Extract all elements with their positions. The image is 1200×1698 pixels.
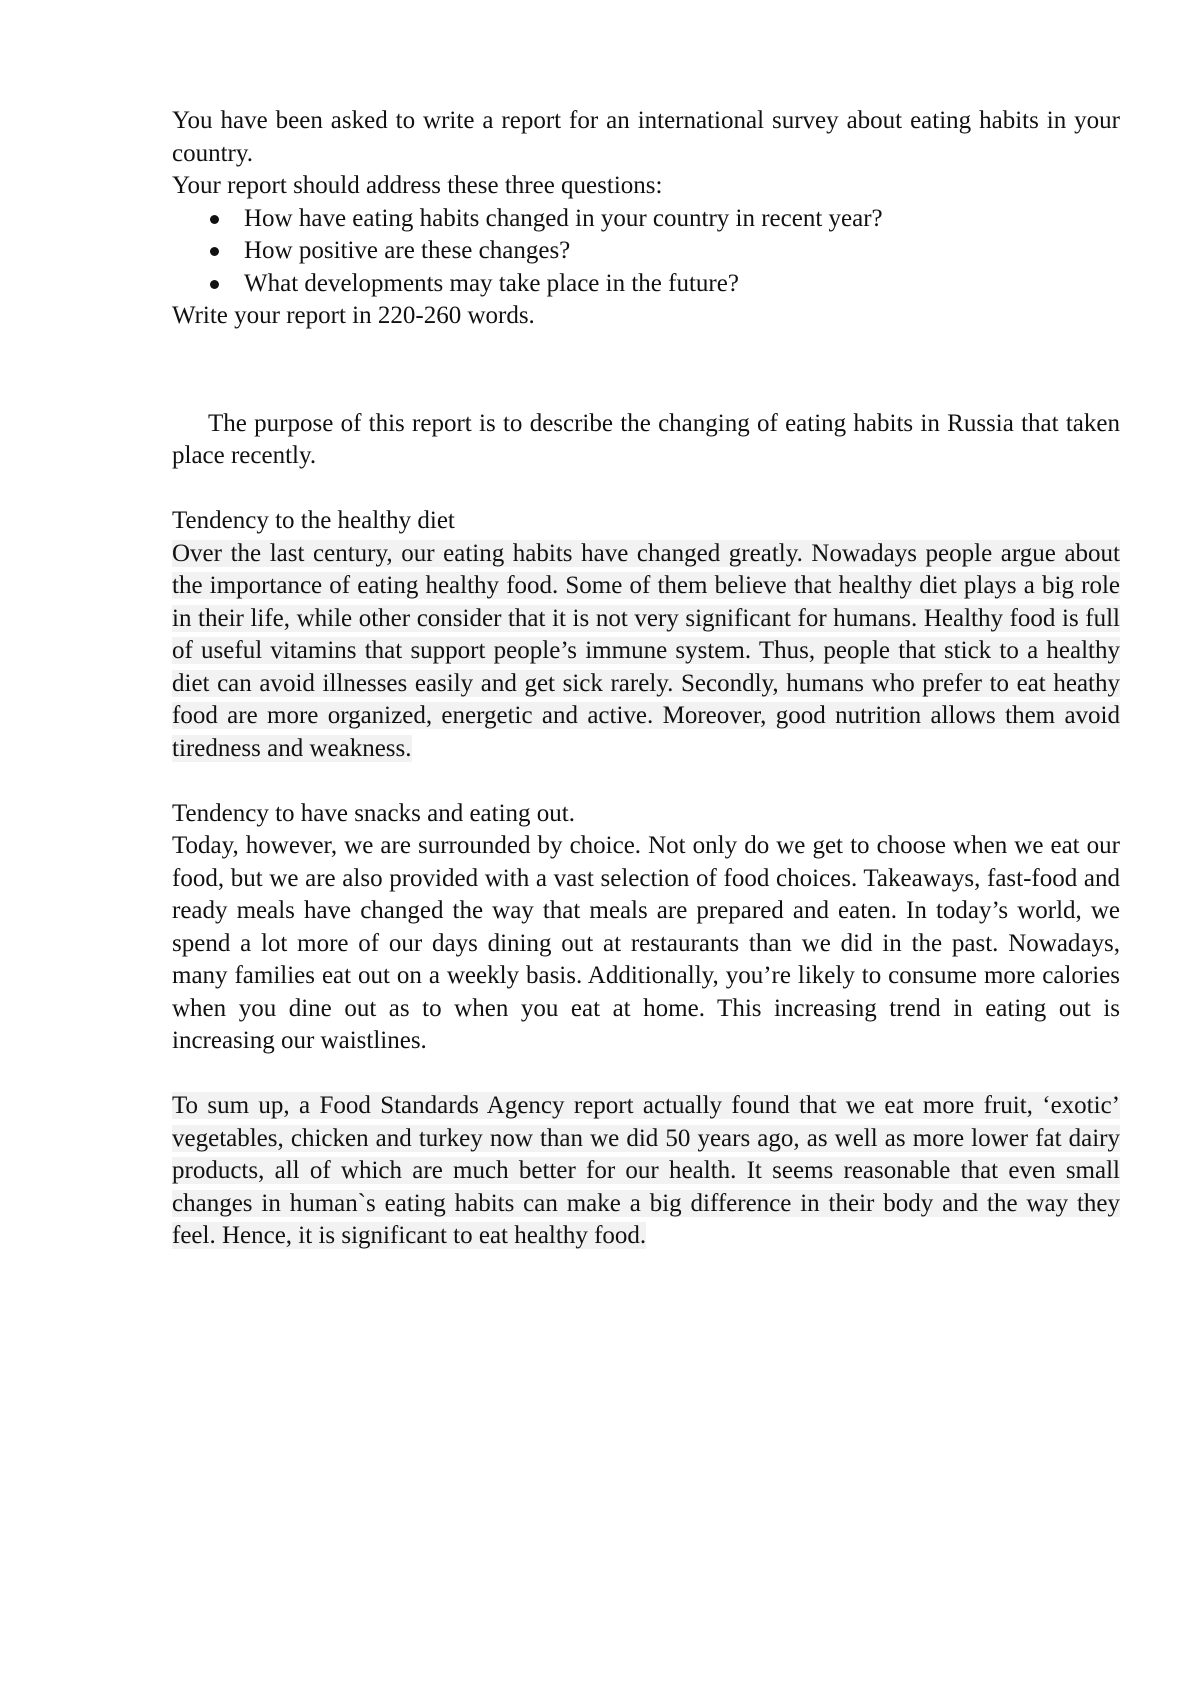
list-item <box>172 203 1120 236</box>
list-item <box>172 235 1120 268</box>
spacer <box>172 1058 1120 1091</box>
task-address-line: Your report should address these three questions: <box>172 172 663 199</box>
section-body-healthy-diet <box>172 538 1120 766</box>
section-body-eating-out: Today, however, we are surrounded by choice. Not only do we get to choose when we eat our food, but we are also provided with a vast selection of food choices. Takeaways, fast-food and ready meals have changed the way that meals are prepared and eaten. In today’s world, we spend a lot more of our days dining out at restaurants than we did in the past. Nowadays, many families eat out on a weekly basis. Additionally, you’re likely to consume more calories when you dine out as to when you eat at home. This increasing trend in eating out is increasing our waistlines. <box>172 832 1120 1054</box>
bullet-icon <box>210 215 219 224</box>
spacer <box>172 473 1120 506</box>
report-conclusion <box>172 1090 1120 1253</box>
question-text: What developments may take place in the future? <box>244 269 739 297</box>
question-text: How positive are these changes? <box>244 237 571 264</box>
question-text: How have eating habits changed in your country in recent year? <box>244 204 883 232</box>
bullet-icon <box>210 280 219 289</box>
report-purpose: The purpose of this report is to describe the changing of eating habits in Russia that taken place recently. <box>172 409 1120 469</box>
highlighted-text: To sum up, a Food Standards Agency report actually found that we eat more fruit, ‘exotic’ vegetables, chicken and turkey now than we did 50 years ago, as well as more lower fat dairy products, all of which are much better for our health. It seems reasonable that even small changes in human`s eating habits can make a big difference in their body and the way they feel. Hence, it is significant to eat healthy food. <box>172 1092 1120 1249</box>
highlighted-text: Over the last century, our eating habits have changed greatly. Nowadays people argue about the importance of eating healthy food. Some of them believe that healthy diet plays a big role in their life, while other consider that it is not very significant for humans. Healthy food is full of useful vitamins that support people’s immune system. Thus, people that stick to a healthy diet can avoid illnesses easily and get sick rarely. Secondly, humans who prefer to eat heathy food are more organized, energetic and active. Moreover, good nutrition allows them avoid tiredness and weakness. <box>172 539 1120 762</box>
document-page <box>172 105 1120 1253</box>
task-word-limit: Write your report in 220-260 words. <box>172 302 535 329</box>
spacer <box>172 333 1120 408</box>
list-item <box>172 268 1120 301</box>
spacer <box>172 765 1120 798</box>
section-heading-healthy-diet: Tendency to the healthy diet <box>172 507 455 534</box>
bullet-icon <box>210 247 219 256</box>
task-intro: You have been asked to write a report for an international survey about eating habits in your country. <box>172 107 1120 167</box>
section-heading-eating-out: Tendency to have snacks and eating out. <box>172 799 575 827</box>
question-list <box>172 203 1120 301</box>
